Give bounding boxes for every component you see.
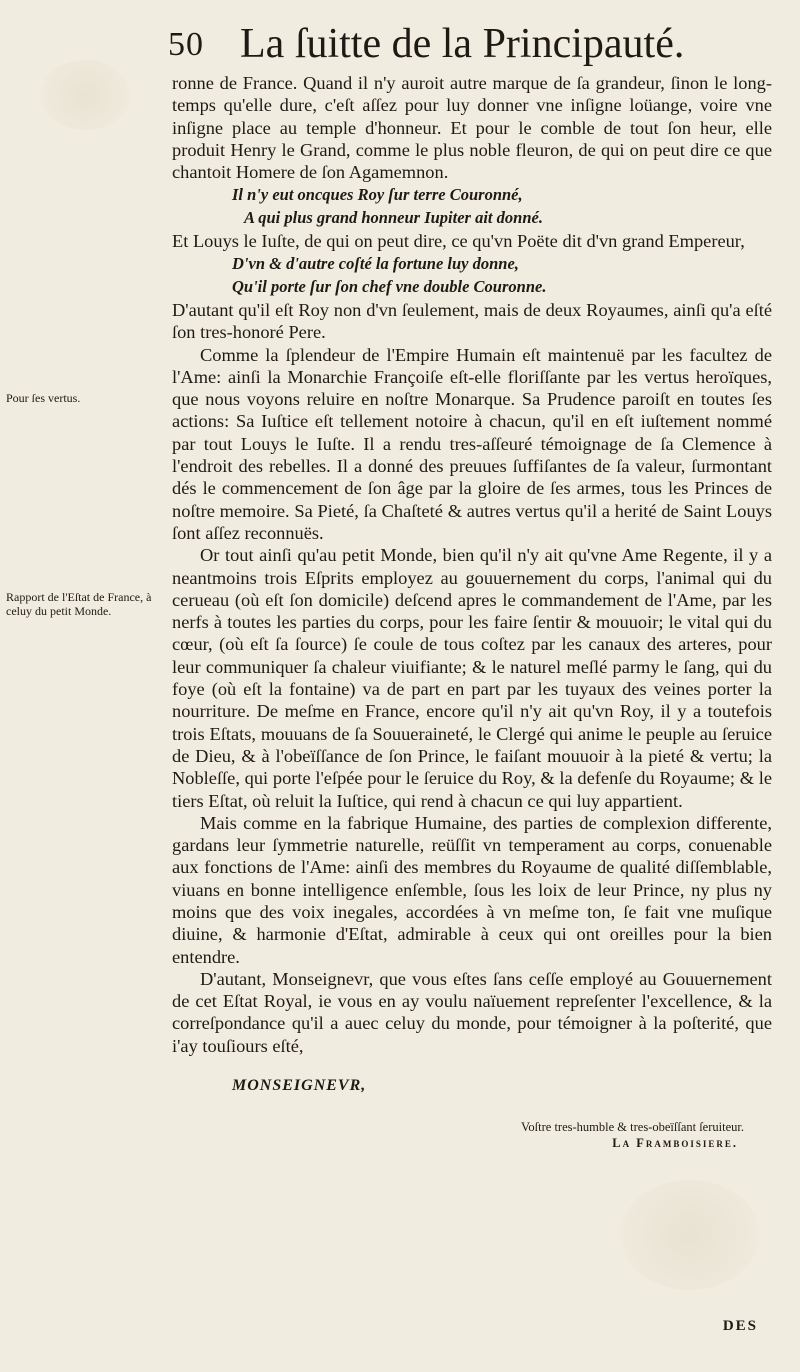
page-number: 50 — [168, 26, 204, 63]
verse-line: Qu'il porte ſur ſon chef vne double Couronne. — [232, 276, 547, 296]
closing-formula: Voſtre tres-humble & tres-obeïſſant ſeruiteur. — [521, 1120, 744, 1135]
signature-block — [172, 1119, 772, 1151]
margin-note-virtues: Pour ſes vertus. — [6, 391, 81, 405]
paragraph: ronne de France. Quand il n'y auroit autre marque de ſa grandeur, ſinon le long-temps qu'elle dure, c'eſt aſſez pour luy donner vne inſigne loüange, voire vne inſigne place au temple d'honneur. Et pour le comble de tout ſon heur, elle produit Henry le Grand, comme le plus noble fleuron, de qui on peut dire ce que chantoit Homere de ſon Agamemnon. — [172, 73, 772, 183]
catchword: DES — [722, 1318, 758, 1334]
author-name: La Framboisiere. — [612, 1136, 738, 1151]
running-title: La ſuitte de la Principauté. — [240, 21, 685, 67]
paper-stain — [620, 1180, 760, 1290]
verse-line: Il n'y eut oncques Roy ſur terre Couronné, — [232, 185, 523, 205]
verse-line: D'vn & d'autre coſté la fortune luy donne, — [232, 254, 519, 274]
page-header — [168, 18, 688, 70]
margin-note-state-comparison: Rapport de l'Eſtat de France, à celuy du petit Monde. — [6, 590, 152, 618]
paper-stain — [40, 60, 130, 130]
verse-quote — [172, 184, 772, 229]
verse-quote — [172, 253, 772, 298]
paragraph: D'autant qu'il eſt Roy non d'vn ſeulement, mais de deux Royaumes, ainſi qu'a eſté ſon tres-honoré Pere. — [172, 299, 772, 343]
paragraph: Et Louys le Iuſte, de qui on peut dire, ce qu'vn Poëte dit d'vn grand Empereur, — [172, 231, 745, 252]
paragraph: Comme la ſplendeur de l'Empire Humain eſt maintenuë par les facultez de l'Ame: ainſi la Monarchie Françoiſe eſt-elle floriſſante par les vertus heroïques, que nous voyons reluire en noſtre Monarque. Sa Prudence paroiſt en toutes ſes actions: Sa Iuſtice eſt tellement notoire à chacun, qu'il en eſt iuſtement nommé par tout Louys le Iuſte. Il a rendu tres-aſſeuré témoignage de ſa Clemence à l'endroit des rebelles. Il a donné des preuues ſuffiſantes de ſa valeur, ſurmontant dés le commencement de ſon âge par la gloire de ſes armes, tous les Princes de noſtre memoire. Sa Pieté, ſa Chaſteté & autres vertus qu'il a herité de Saint Louys ſont aſſez reconnuës. — [172, 344, 772, 543]
paragraph: Or tout ainſi qu'au petit Monde, bien qu'il n'y ait qu'vne Ame Regente, il y a neantmoins trois Eſprits employez au gouuernement du corps, l'animal qui du cerueau (où eſt ſon domicile) deſcend apres le commandement de l'Ame, par les nerfs à toutes les parties du corps, pour les faire ſentir & mouuoir; le vital qui du cœur, (où eſt ſa ſource) ſe coule de tous coſtez par les canaux des arteres, pour leur communiquer ſa chaleur viuifiante; & le naturel meſlé parmy le ſang, qui du foye (où eſt la fontaine) va de part en part par les tuyaux des veines porter la nourriture. De meſme en France, encore qu'il n'y ait qu'vn Roy, il y a toutefois trois Eſtats, mouuans de ſa Souueraineté, le Clergé qui anime le peuple au ſeruice de Dieu, & à l'obeïſſance de ſon Prince, le faiſant mouuoir à la pieté & vertu; la Nobleſſe, qui porte l'eſpée pour le ſeruice du Roy, & la defenſe du Royaume; & le tiers Eſtat, où reluit la Iuſtice, qui rend à chacun ce qui luy appartient. — [172, 545, 772, 811]
paragraph: Mais comme en la fabrique Humaine, des parties de complexion differente, gardans leur ſymmetrie naturelle, reüſſit vn temperament au corps, conuenable aux fonctions de l'Ame: ainſi des membres du Royaume de qualité diſſemblable, viuans en bonne intelligence enſemble, ſous les loix de leur Prince, ny plus ny moins que des voix inegales, accordées à vn meſme ton, ſe fait vne muſique diuine, & harmonie d'Eſtat, admirable à ceux qui ont oreilles pour la bien entendre. — [172, 812, 772, 967]
paragraph: D'autant, Monseignevr, que vous eſtes ſans ceſſe employé au Gouuernement de cet Eſtat Royal, ie vous en ay voulu naïuement repreſenter l'excellence, & la correſpondance qu'il a auec celuy du monde, pour témoigner à la poſterité, que i'ay touſiours eſté, — [172, 968, 772, 1056]
verse-line: A qui plus grand honneur Iupiter ait donné. — [244, 207, 543, 227]
salutation: MONSEIGNEVR, — [232, 1077, 367, 1095]
main-text — [172, 72, 772, 1151]
